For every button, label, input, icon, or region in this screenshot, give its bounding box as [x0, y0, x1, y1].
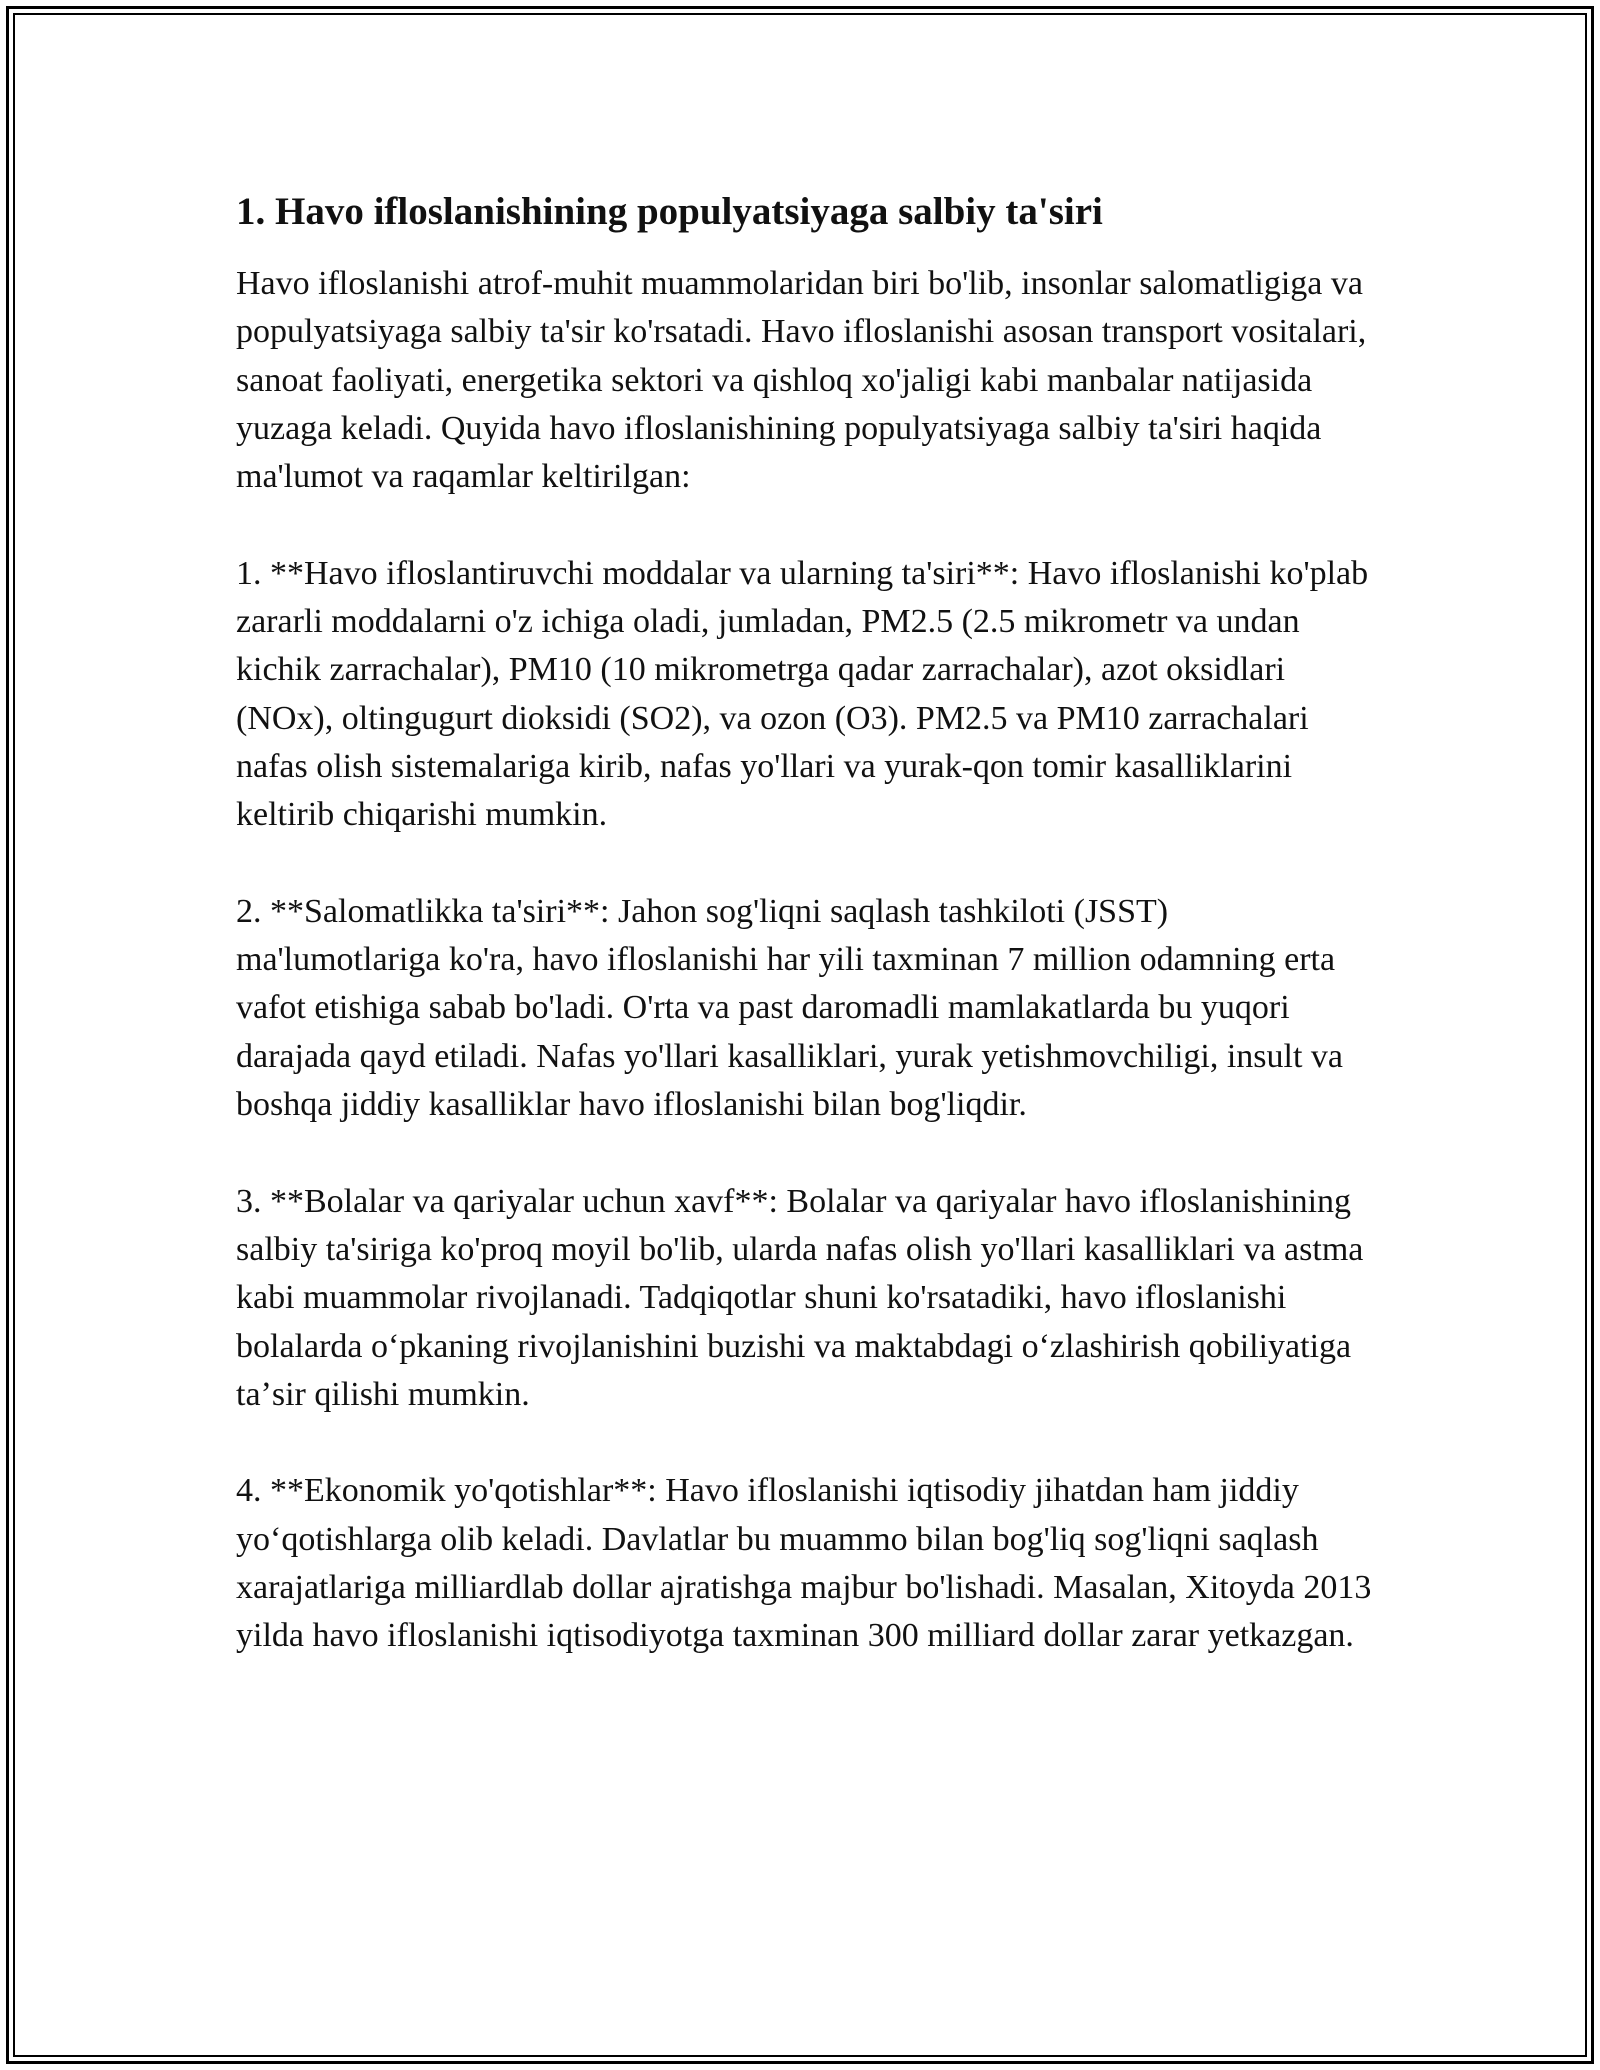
- paragraph-pollutants: 1. **Havo ifloslantiruvchi moddalar va ularning ta'siri**: Havo ifloslanishi ko'plab zararli moddalarni o'z ichiga oladi, jumladan, PM2.5 (2.5 mikrometr va undan kichik zarrachalar), PM10 (10 mikrometrga qadar zarrachalar), azot oksidlari (NOx), oltingugurt dioksidi (SO2), va ozon (O3). PM2.5 va PM10 zarrachalari nafas olish sistemalariga kirib, nafas yo'llari va yurak-qon tomir kasalliklarini keltirib chiqarishi mumkin.: [236, 554, 1369, 834]
- paragraph-health-impact: 2. **Salomatlikka ta'siri**: Jahon sog'liqni saqlash tashkiloti (JSST) ma'lumotlariga ko'ra, havo ifloslanishi har yili taxminan 7 million odamning erta vafot etishiga sabab bo'ladi. O'rta va past daromadli mamlakatlarda bu yuqori darajada qayd etiladi. Nafas yo'llari kasalliklari, yurak yetishmovchiligi, insult va boshqa jiddiy kasalliklar havo ifloslanishi bilan bog'liqdir.: [236, 892, 1344, 1124]
- section-title: 1. Havo ifloslanishining populyatsiyaga salbiy ta'siri: [236, 190, 1103, 233]
- paragraph-economic-losses: 4. **Ekonomik yo'qotishlar**: Havo ifloslanishi iqtisodiy jihatdan ham jiddiy yoʻqotishlarga olib keladi. Davlatlar bu muammo bilan bog'liq sog'liqni saqlash xarajatlariga milliardlab dollar ajratishga majbur bo'lishadi. Masalan, Xitoyda 2013 yilda havo ifloslanishi iqtisodiyotga taxminan 300 milliard dollar zarar yetkazgan.: [236, 1472, 1372, 1655]
- intro-paragraph: Havo ifloslanishi atrof-muhit muammolaridan biri bo'lib, insonlar salomatligiga va populyatsiyaga salbiy ta'sir ko'rsatadi. Havo ifloslanishi asosan transport vositalari, sanoat faoliyati, energetika sektori va qishloq xo'jaligi kabi manbalar natijasida yuzaga keladi. Quyida havo ifloslanishining populyatsiyaga salbiy ta'siri haqida ma'lumot va raqamlar keltirilgan:: [236, 265, 1367, 496]
- paragraph-children-elderly: 3. **Bolalar va qariyalar uchun xavf**: Bolalar va qariyalar havo ifloslanishining salbiy ta'siriga ko'proq moyil bo'lib, ularda nafas olish yo'llari kasalliklari va astma kabi muammolar rivojlanadi. Tadqiqotlar shuni ko'rsatadiki, havo ifloslanishi bolalarda oʻpkaning rivojlanishini buzishi va maktabdagi oʻzlashirish qobiliyatiga taʼsir qilishi mumkin.: [236, 1182, 1364, 1413]
- document-body: [236, 188, 1376, 1709]
